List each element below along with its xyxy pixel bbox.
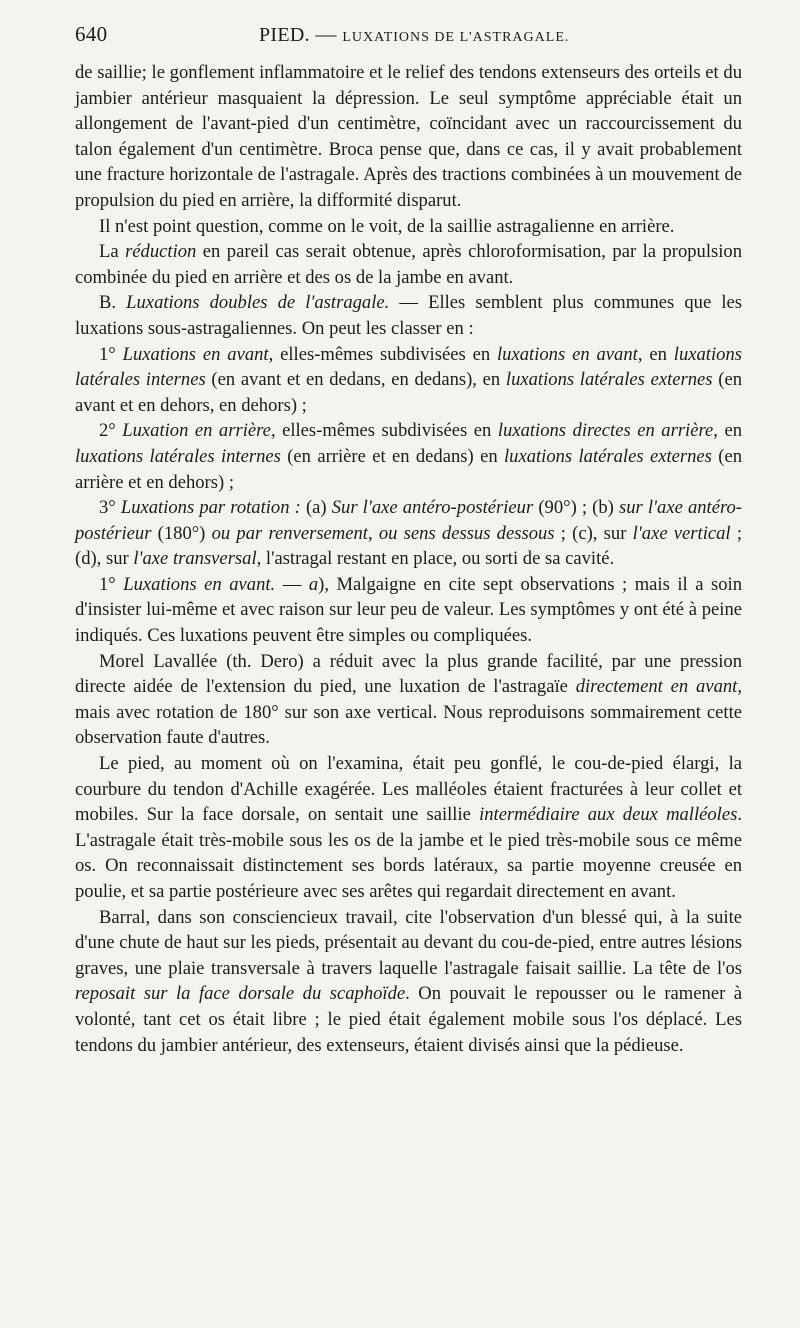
- text-run: Le pied, au moment où on l'examina, était peu gonflé, le cou-de-pied élargi, la courbure du tendon d'Achille exagérée. Les malléoles étaient fracturées à leur collet et mobiles. Sur la face dorsale, on sentait une saillie: [75, 753, 742, 826]
- italic-phrase: Luxations doubles de l'astragale.: [126, 292, 390, 314]
- italic-phrase: directement en avant: [575, 676, 738, 698]
- text-run: , elles-mêmes subdivisées en: [268, 343, 498, 365]
- italic-phrase: reposait sur la face dorsale du scaphoïde: [75, 983, 406, 1005]
- italic-phrase: Sur l'axe antéro-postérieur: [331, 497, 534, 519]
- text-run: . L'astragale était très-mobile sous les os de la jambe et le pied très-mobile sous ce même os. On reconnaissait distinctement ses bords latéraux, sa partie moyenne creusée en poulie, et sa partie postérieure avec ses arêtes qui regardait directement en avant.: [75, 804, 742, 902]
- text-run: , en: [713, 420, 742, 442]
- text-run: , en: [637, 343, 674, 365]
- italic-phrase: sur l'axe antéro-postérieur: [75, 497, 742, 544]
- running-head: [75, 22, 742, 52]
- page-number: 640: [75, 22, 108, 46]
- paragraph: [75, 649, 742, 751]
- italic-phrase: Luxations en avant.: [123, 573, 276, 595]
- text-run: 2°: [99, 420, 123, 442]
- running-title-dash: —: [309, 22, 343, 46]
- text-run: —: [275, 573, 309, 595]
- italic-phrase: Luxation en arrière: [122, 420, 271, 442]
- running-title-main: PIED.: [259, 24, 310, 46]
- paragraph: [75, 214, 742, 240]
- text-run: 1°: [99, 573, 124, 595]
- paragraph: [75, 60, 742, 214]
- text-run: (en avant et en dedans, en dedans), en: [205, 369, 506, 391]
- text-run: (a): [300, 497, 332, 519]
- body-text: [75, 60, 742, 1058]
- italic-phrase: luxations directes en arrière: [497, 420, 714, 442]
- text-run: , elles-mêmes subdivisées en: [270, 420, 498, 442]
- text-run: (en arrière et en dedans) en: [280, 445, 504, 467]
- text-run: ), Malgaigne en cite sept observations ; mais il a soin d'insister lui-même et avec raison sur leur peu de valeur. Les symptômes y ont été à peine indiqués. Ces luxations peuvent être simples ou compliquées.: [75, 573, 742, 647]
- paragraph: [75, 905, 742, 1059]
- italic-phrase: Luxations par rotation :: [120, 497, 301, 519]
- running-title: [259, 22, 569, 47]
- text-run: (180°): [151, 522, 212, 544]
- text-run: Morel Lavallée (th. Dero) a réduit avec la plus grande facilité, par une pression directe aidée de l'extension du pied, une luxation de l'astragaïe: [75, 650, 742, 698]
- text-run: — Elles semblent plus communes que les luxations sous-astragaliennes. On peut les classer en :: [75, 292, 742, 339]
- italic-phrase: ou par renversement, ou sens dessus dessous: [211, 522, 555, 544]
- text-run: 3°: [99, 497, 121, 519]
- text-run: ; (c), sur: [554, 522, 633, 544]
- italic-phrase: luxations latérales internes: [75, 445, 281, 467]
- italic-phrase: l'axe vertical: [632, 522, 731, 544]
- text-run: , l'astragal restant en place, ou sorti de sa cavité.: [256, 548, 615, 570]
- paragraph: [75, 239, 742, 290]
- paragraph: [75, 751, 742, 905]
- text-run: (90°) ; (b): [533, 497, 619, 519]
- italic-phrase: l'axe transversal: [133, 548, 257, 570]
- paragraph: [75, 342, 742, 419]
- text-run: B.: [99, 292, 127, 314]
- italic-phrase: Luxations en avant: [122, 343, 269, 365]
- text-run: 1°: [99, 343, 123, 365]
- italic-phrase: réduction: [125, 241, 197, 263]
- text-run: de saillie; le gonflement inflammatoire et le relief des tendons extenseurs des orteils et du jambier antérieur masquaient la dépression. Le seul symptôme appréciable était un allongement de l'avant-pied d'un centimètre, coïncidant avec un raccourcissement du talon également d'un centimètre. Broca pense que, dans ce cas, il y avait probablement une fracture horizontale de l'astragale. Après des tractions combinées à un mouvement de propulsion du pied en arrière, la difformité disparut.: [75, 62, 742, 211]
- paragraph: [75, 418, 742, 495]
- text-run: (en avant et en dehors, en dehors) ;: [75, 369, 742, 416]
- italic-phrase: luxations latérales internes: [75, 343, 742, 391]
- text-run: La: [99, 241, 126, 263]
- italic-phrase: a: [308, 573, 319, 595]
- italic-phrase: luxations latérales externes: [505, 369, 713, 391]
- text-run: ; (d), sur: [75, 522, 742, 570]
- running-title-subtitle: LUXATIONS DE L'ASTRAGALE.: [342, 30, 570, 45]
- italic-phrase: intermédiaire aux deux malléoles: [479, 804, 738, 826]
- text-run: Barral, dans son consciencieux travail, cite l'observation d'un blessé qui, à la suite d'une chute de haut sur les pieds, présentait au devant du cou-de-pied, entre autres lésions graves, une plaie transversale à travers laquelle l'astragale faisait saillie. La tête de l'os: [75, 906, 742, 979]
- text-run: . On pouvait le repousser ou le ramener à volonté, tant cet os était libre ; le pied était également mobile sous l'os déplacé. Les tendons du jambier antérieur, des extenseurs, étaient divisés ainsi que la pédieuse.: [75, 983, 742, 1056]
- paragraph: [75, 290, 742, 341]
- italic-phrase: luxations latérales externes: [503, 445, 712, 467]
- paragraph: [75, 572, 742, 649]
- text-run: en pareil cas serait obtenue, après chloroformisation, par la propulsion combinée du pied en arrière et des os de la jambe en avant.: [75, 241, 742, 288]
- text-run: , mais avec rotation de 180° sur son axe vertical. Nous reproduisons sommairement cette observation faute d'autres.: [75, 676, 742, 749]
- text-run: Il n'est point question, comme on le voit, de la saillie astragalienne en arrière.: [99, 215, 675, 237]
- paragraph: [75, 495, 742, 572]
- text-run: (en arrière et en dehors) ;: [75, 445, 743, 493]
- italic-phrase: luxations en avant: [497, 343, 638, 365]
